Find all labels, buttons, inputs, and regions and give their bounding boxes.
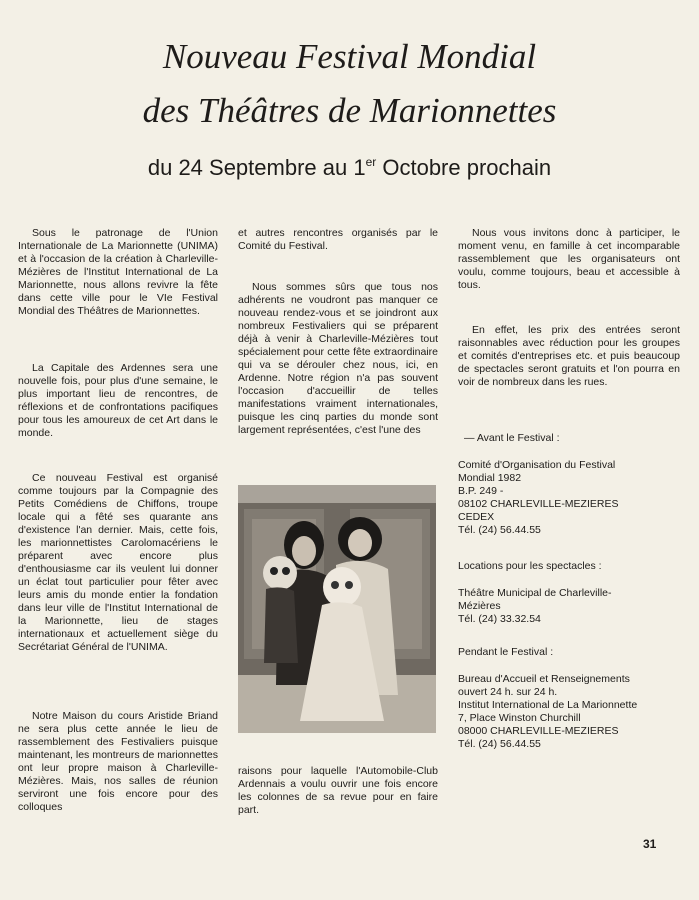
contact-before-festival: [458, 432, 680, 537]
contact-heading: Locations pour les spectacles :: [458, 560, 602, 572]
contact-line: Mézières: [458, 600, 501, 612]
title-line-1: Nouveau Festival Mondial: [162, 37, 537, 76]
contact-line: Mondial 1982: [458, 472, 522, 484]
contact-line: Tél. (24) 33.32.54: [458, 613, 541, 625]
contact-line: Tél. (24) 56.44.55: [458, 524, 541, 536]
contact-during-festival: [458, 646, 680, 751]
col2-para-3: raisons pour laquelle l'Automobile-Club Ardennais a voulu ouvrir une fois encore les colonnes de sa revue pour en faire part.: [238, 765, 438, 816]
page-number: 31: [643, 837, 657, 851]
subtitle-sup: er: [365, 155, 377, 169]
col1-para-3: Ce nouveau Festival est organisé comme toujours par la Compagnie des Petits Comédiens de Chiffons, troupe locale qui a fêté ses quarante ans d'existence l'an dernier. Mais, cette fois, les marionnettistes Carolomacériens le préparent avec encore plus d'enthousiasme car ils veulent lui donner un éclat tout particulier pour fêter avec leurs amis du monde entier la fondation dans leur ville de l'Institut International de la Marionnette, lieu de stages internationaux et actuellement siège du Secrétariat Général de l'UNIMA.: [18, 472, 218, 653]
col2-para-2: Nous sommes sûrs que tous nos adhérents ne voudront pas manquer ce nouveau rendez-vous et se joindront aux nombreux Festivaliers qui se préparent déjà à venir à Charleville-Mézières tout spécialement pour cette fête extraordinaire qui va se dérouler chez nous, ici, en Ardenne. Notre région n'a pas souvent l'occasion d'accueillir de telles manifestations vraiment internationales, puisque les cinq parties du monde sont largement représentées, c'est l'une des: [238, 281, 438, 436]
puppeteers-photo: [238, 485, 436, 733]
col1-para-4: Notre Maison du cours Aristide Briand ne sera plus cette année le lieu de rassemblement des Festivaliers puisque maintenant, les montreurs de marionnettes ont leur propre maison à Charleville-Mézières. Mais, nos salles de réunion serviront une fois encore pour des colloques: [18, 710, 218, 813]
col1-para-2: La Capitale des Ardennes sera une nouvelle fois, pour plus d'une semaine, le plus important lieu de rencontres, de réflexions et de confrontations pacifiques pour tous les amoureux de cet Art dans le monde.: [18, 362, 218, 439]
contact-line: 7, Place Winston Churchill: [458, 712, 581, 724]
contact-line: ouvert 24 h. sur 24 h.: [458, 686, 558, 698]
contact-locations: [458, 560, 680, 626]
contact-line: Institut International de La Marionnette: [458, 699, 638, 711]
col2-para-1: et autres rencontres organisés par le Comité du Festival.: [238, 227, 438, 252]
contact-line: Comité d'Organisation du Festival: [458, 459, 616, 471]
puppeteers-photo-illustration: [238, 485, 436, 733]
contact-line: 08102 CHARLEVILLE-MEZIERES: [458, 498, 619, 510]
subtitle: [0, 155, 699, 181]
contact-line: CEDEX: [458, 511, 495, 523]
contact-line: Bureau d'Accueil et Renseignements: [458, 673, 630, 685]
title-line-2: des Théâtres de Marionnettes: [142, 91, 557, 130]
contact-line: 08000 CHARLEVILLE-MEZIERES: [458, 725, 619, 737]
contact-line: Théâtre Municipal de Charleville-: [458, 587, 612, 599]
subtitle-after: Octobre prochain: [376, 155, 552, 180]
col3-para-2: En effet, les prix des entrées seront raisonnables avec réduction pour les groupes et comités d'entreprises etc. et puis beaucoup de spectacles seront gratuits et l'on pourra en voir de nombreux dans les rues.: [458, 324, 680, 388]
contact-heading: Pendant le Festival :: [458, 646, 554, 658]
subtitle-before: du 24 Septembre au 1: [147, 155, 366, 180]
col1-para-1: Sous le patronage de l'Union Internationale de La Marionnette (UNIMA) et à l'occasion de la création à Charleville-Mézières de l'Institut International de La Marionnette, nous allons revivre la fête dans cette ville pour le VIe Festival Mondial des Théâtres de Marionnettes.: [18, 227, 218, 317]
contact-line: Tél. (24) 56.44.55: [458, 738, 541, 750]
contact-heading: — Avant le Festival :: [464, 432, 560, 444]
contact-line: B.P. 249 -: [458, 485, 504, 497]
col3-para-1: Nous vous invitons donc à participer, le moment venu, en famille à cet incomparable rassemblement que les organisateurs ont voulu, comme toujours, beau et accessible à tous.: [458, 227, 680, 291]
